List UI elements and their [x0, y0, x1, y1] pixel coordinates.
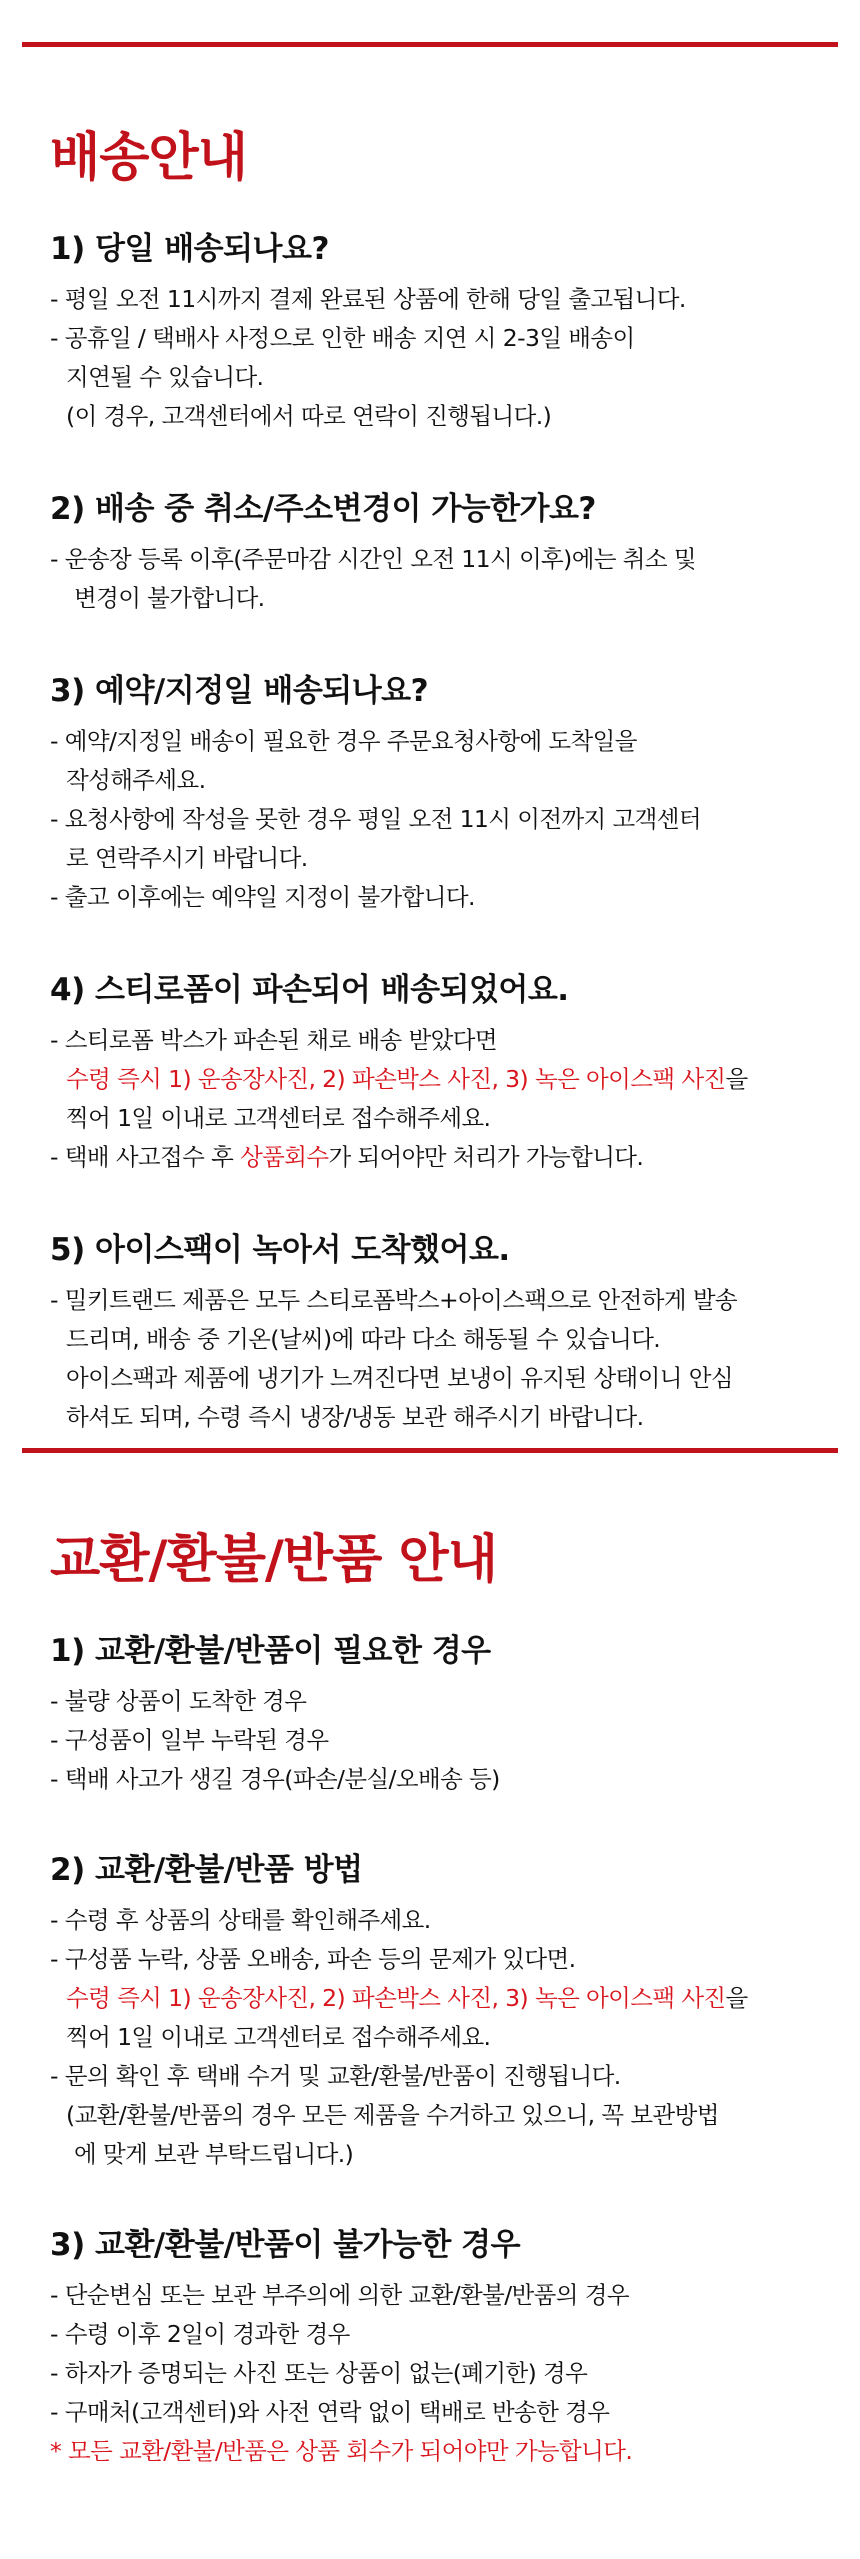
- answer-line: - 수령 후 상품의 상태를 확인해주세요.: [50, 1906, 431, 1934]
- answer-line: 지연될 수 있습니다.: [66, 363, 264, 391]
- highlight-text: 상품회수: [240, 1143, 329, 1171]
- answer-line: 에 맞게 보관 부탁드립니다.): [74, 2140, 354, 2168]
- answer-list: [50, 722, 840, 917]
- notice-line: * 모든 교환/환불/반품은 상품 회수가 되어야만 가능합니다.: [50, 2437, 633, 2465]
- answer-list: [50, 540, 840, 618]
- answer-line: - 구성품 누락, 상품 오배송, 파손 등의 문제가 있다면.: [50, 1945, 576, 1973]
- highlight-text: 수령 즉시 1) 운송장사진, 2) 파손박스 사진, 3) 녹은 아이스팩 사진: [66, 1065, 726, 1093]
- answer-line: - 요청사항에 작성을 못한 경우 평일 오전 11시 이전까지 고객센터: [50, 805, 701, 833]
- answer-line: - 평일 오전 11시까지 결제 완료된 상품에 한해 당일 출고됩니다.: [50, 285, 686, 313]
- answer-line: - 수령 이후 2일이 경과한 경우: [50, 2320, 350, 2348]
- answer-line: [50, 1138, 840, 1177]
- answer-text: 을: [725, 1984, 748, 2012]
- question-heading: 2) 배송 중 취소/주소변경이 가능한가요?: [50, 491, 596, 527]
- answer-line: [50, 1060, 840, 1099]
- answer-line: - 운송장 등록 이후(주문마감 시간인 오전 11시 이후)에는 취소 및: [50, 545, 696, 573]
- question-heading: 3) 교환/환불/반품이 불가능한 경우: [50, 2227, 521, 2263]
- shipping-section: [50, 118, 840, 1485]
- question-heading: 2) 교환/환불/반품 방법: [50, 1852, 363, 1888]
- answer-line: - 단순변심 또는 보관 부주의에 의한 교환/환불/반품의 경우: [50, 2281, 629, 2309]
- answer-list: [50, 1901, 840, 2174]
- answer-list: [50, 1682, 840, 1799]
- shipping-q1: [50, 224, 840, 436]
- answer-line: 하셔도 되며, 수령 즉시 냉장/냉동 보관 해주시기 바랍니다.: [66, 1403, 644, 1431]
- question-heading: 5) 아이스팩이 녹아서 도착했어요.: [50, 1232, 510, 1268]
- answer-line: - 구매처(고객센터)와 사전 연락 없이 택배로 반송한 경우: [50, 2398, 610, 2426]
- answer-line: - 예약/지정일 배송이 필요한 경우 주문요청사항에 도착일을: [50, 727, 637, 755]
- section-divider: [22, 1448, 838, 1453]
- answer-text: - 택배 사고접수 후: [50, 1143, 241, 1171]
- answer-line: - 출고 이후에는 예약일 지정이 불가합니다.: [50, 883, 475, 911]
- answer-line: 드리며, 배송 중 기온(날씨)에 따라 다소 해동될 수 있습니다.: [66, 1325, 661, 1353]
- question-heading: 3) 예약/지정일 배송되나요?: [50, 673, 429, 709]
- answer-line: 찍어 1일 이내로 고객센터로 접수해주세요.: [66, 2023, 491, 2051]
- answer-line: 변경이 불가합니다.: [74, 584, 265, 612]
- question-heading: 4) 스티로폼이 파손되어 배송되었어요.: [50, 972, 569, 1008]
- answer-line: [50, 1979, 840, 2018]
- answer-line: 찍어 1일 이내로 고객센터로 접수해주세요.: [66, 1104, 491, 1132]
- answer-line: - 문의 확인 후 택배 수거 및 교환/환불/반품이 진행됩니다.: [50, 2062, 621, 2090]
- answer-line: - 공휴일 / 택배사 사정으로 인한 배송 지연 시 2-3일 배송이: [50, 324, 635, 352]
- returns-title: 교환/환불/반품 안내: [50, 1530, 497, 1590]
- returns-section: [50, 1520, 840, 2517]
- answer-line: (이 경우, 고객센터에서 따로 연락이 진행됩니다.): [66, 402, 552, 430]
- returns-q2: [50, 1845, 840, 2174]
- top-divider: [22, 42, 838, 47]
- answer-line: - 불량 상품이 도착한 경우: [50, 1687, 307, 1715]
- shipping-q5: [50, 1225, 840, 1437]
- answer-line: - 구성품이 일부 누락된 경우: [50, 1726, 329, 1754]
- answer-line: - 택배 사고가 생길 경우(파손/분실/오배송 등): [50, 1765, 500, 1793]
- answer-line: - 스티로폼 박스가 파손된 채로 배송 받았다면: [50, 1026, 497, 1054]
- answer-line: 아이스팩과 제품에 냉기가 느껴진다면 보냉이 유지된 상태이니 안심: [66, 1364, 733, 1392]
- answer-line: 로 연락주시기 바랍니다.: [66, 844, 308, 872]
- answer-line: (교환/환불/반품의 경우 모든 제품을 수거하고 있으니, 꼭 보관방법: [66, 2101, 719, 2129]
- answer-text: 가 되어야만 처리가 가능합니다.: [328, 1143, 644, 1171]
- question-heading: 1) 교환/환불/반품이 필요한 경우: [50, 1633, 491, 1669]
- shipping-q3: [50, 666, 840, 917]
- answer-line: - 밀키트랜드 제품은 모두 스티로폼박스+아이스팩으로 안전하게 발송: [50, 1286, 738, 1314]
- shipping-q4: [50, 965, 840, 1177]
- highlight-text: 수령 즉시 1) 운송장사진, 2) 파손박스 사진, 3) 녹은 아이스팩 사진: [66, 1984, 726, 2012]
- shipping-q2: [50, 484, 840, 618]
- answer-list: [50, 2276, 840, 2471]
- returns-q1: [50, 1626, 840, 1799]
- answer-line: 작성해주세요.: [66, 766, 206, 794]
- answer-list: [50, 280, 840, 436]
- question-heading: 1) 당일 배송되나요?: [50, 231, 329, 267]
- answer-text: 을: [725, 1065, 748, 1093]
- answer-line: - 하자가 증명되는 사진 또는 상품이 없는(폐기한) 경우: [50, 2359, 588, 2387]
- returns-q3: [50, 2220, 840, 2471]
- answer-list: [50, 1021, 840, 1177]
- shipping-title: 배송안내: [50, 128, 247, 188]
- answer-list: [50, 1281, 840, 1437]
